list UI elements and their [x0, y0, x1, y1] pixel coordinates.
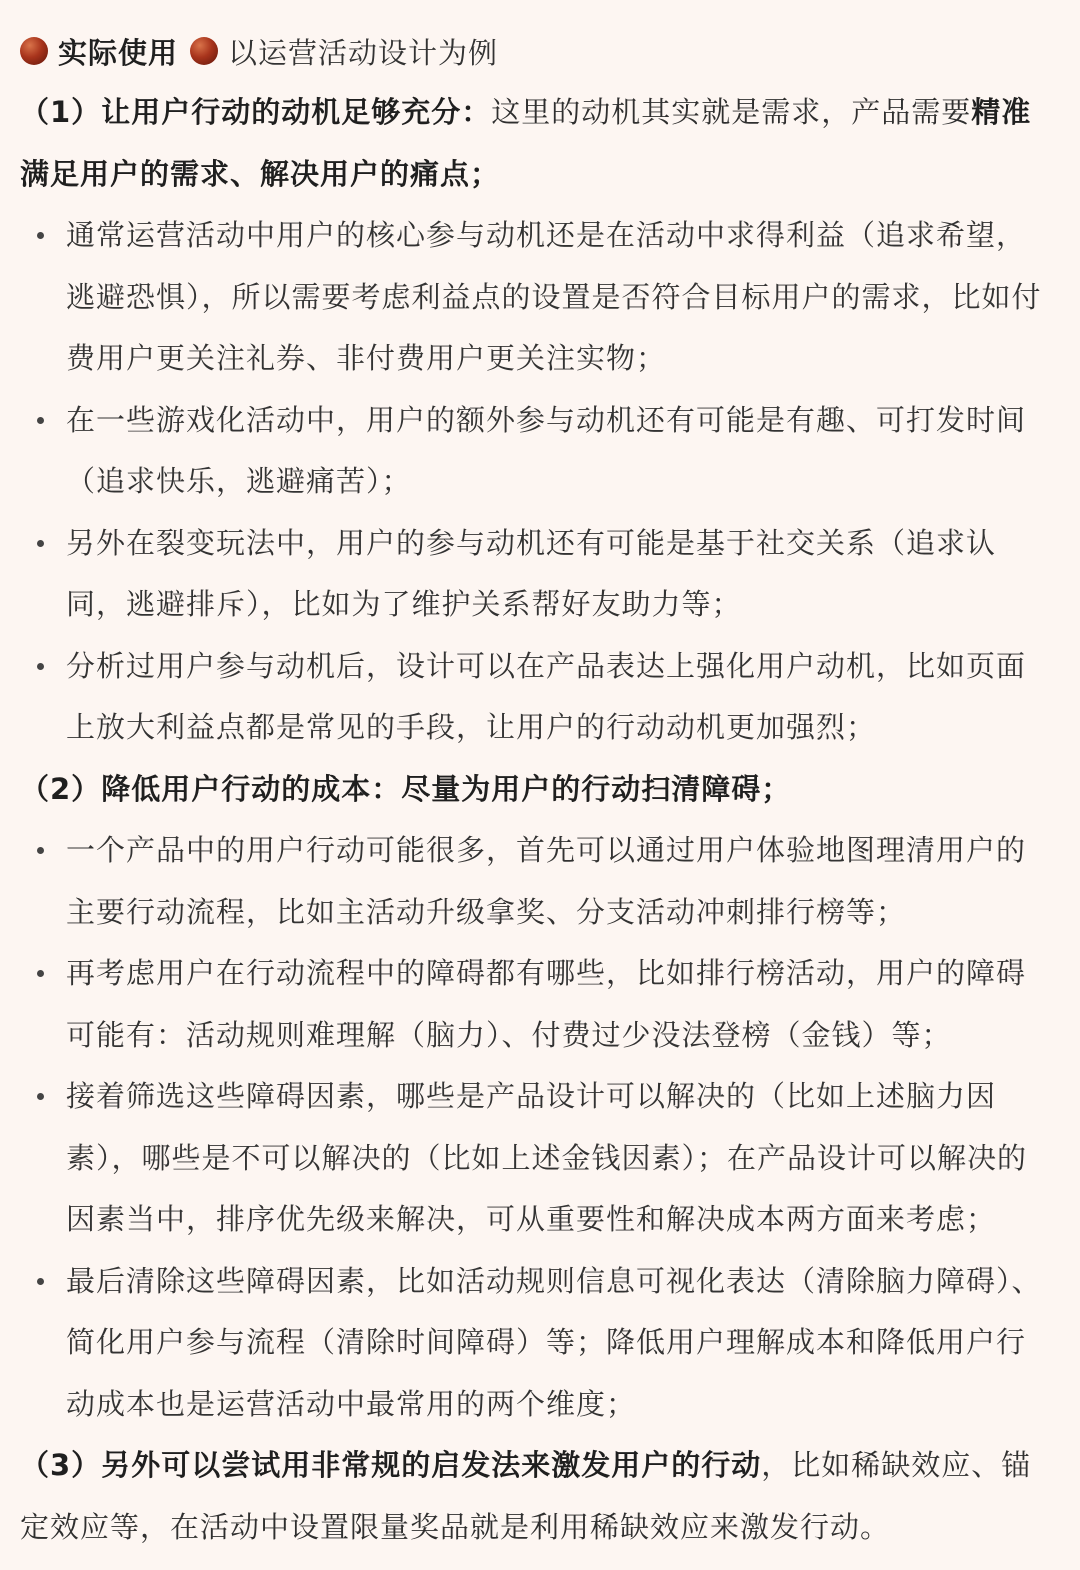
list-item-text: 最后清除这些障碍因素，比如活动规则信息可视化表达（清除脑力障碍）、简化用户参与流程（清除时间障碍）等；降低用户理解成本和降低用户行动成本也是运营活动中最常用的两个维度；: [66, 1263, 1042, 1421]
section2-heading: 降低用户行动的成本：尽量为用户的行动扫清障碍；: [101, 771, 792, 806]
section1-text: 这里的动机其实就是需求，产品需要: [491, 95, 972, 129]
title-strong: 实际使用: [58, 35, 179, 70]
section3-text: ，比如稀缺效应、锚定效应等，在活动中设置限量奖品就是利用稀缺效应来激发行动。: [20, 1448, 1032, 1544]
list-item: [20, 1251, 1050, 1436]
section3-heading: 另外可以尝试用非常规的启发法来激发用户的行动: [101, 1448, 762, 1482]
bullet-icon: [37, 1093, 44, 1100]
list-item: [20, 1066, 1050, 1251]
list-item: [20, 513, 1050, 636]
bullet-icon: [37, 970, 44, 977]
list-item-text: 再考虑用户在行动流程中的障碍都有哪些，比如排行榜活动，用户的障碍可能有：活动规则难理解（脑力）、付费过少没法登榜（金钱）等；: [66, 956, 1027, 1052]
list-item: [20, 943, 1050, 1066]
list-item-text: 通常运营活动中用户的核心参与动机还是在活动中求得利益（追求希望，逃避恐惧），所以需要考虑利益点的设置是否符合目标用户的需求，比如付费用户更关注礼券、非付费用户更关注实物；: [66, 218, 1042, 375]
list-item: [20, 390, 1050, 513]
list-item-text: 一个产品中的用户行动可能很多，首先可以通过用户体验地图理清用户的主要行动流程，比如主活动升级拿奖、分支活动冲刺排行榜等；: [66, 833, 1027, 929]
section1-number: （1）: [20, 95, 102, 129]
bullet-icon: [37, 663, 44, 670]
section1-paragraph: [20, 82, 1050, 205]
list-item-text: 分析过用户参与动机后，设计可以在产品表达上强化用户动机，比如页面上放大利益点都是常见的手段，让用户的行动动机更加强烈；: [66, 648, 1027, 744]
bullet-icon: [37, 1278, 44, 1285]
red-ball-icon: [190, 37, 218, 65]
list-item-text: 在一些游戏化活动中，用户的额外参与动机还有可能是有趣、可打发时间（追求快乐，逃避痛苦）；: [66, 402, 1027, 498]
bullet-icon: [37, 540, 44, 547]
list-item-text: 另外在裂变玩法中，用户的参与动机还有可能是基于社交关系（追求认同，逃避排斥），比如为了维护关系帮好友助力等；: [66, 525, 997, 621]
section-title: [20, 20, 1050, 82]
red-ball-icon: [20, 37, 48, 65]
section1-heading: 让用户行动的动机足够充分：: [101, 95, 492, 129]
title-plain: 以运营活动设计为例: [228, 35, 499, 70]
bullet-icon: [37, 417, 44, 424]
list-item-text: 接着筛选这些障碍因素，哪些是产品设计可以解决的（比如上述脑力因素），哪些是不可以解决的（比如上述金钱因素）；在产品设计可以解决的因素当中，排序优先级来解决，可从重要性和解决成本两方面来考虑；: [66, 1079, 1028, 1236]
section3-number: （3）: [20, 1448, 102, 1482]
list-item: [20, 636, 1050, 759]
list-item: [20, 820, 1050, 943]
section3-paragraph: [20, 1435, 1050, 1558]
bullet-icon: [37, 232, 44, 239]
list-item: [20, 205, 1050, 390]
section1-emphasis: 精准满足用户的需求、解决用户的痛点；: [20, 95, 1032, 191]
bullet-icon: [37, 847, 44, 854]
section2-number: （2）: [20, 771, 102, 806]
section2-paragraph: [20, 759, 1050, 821]
